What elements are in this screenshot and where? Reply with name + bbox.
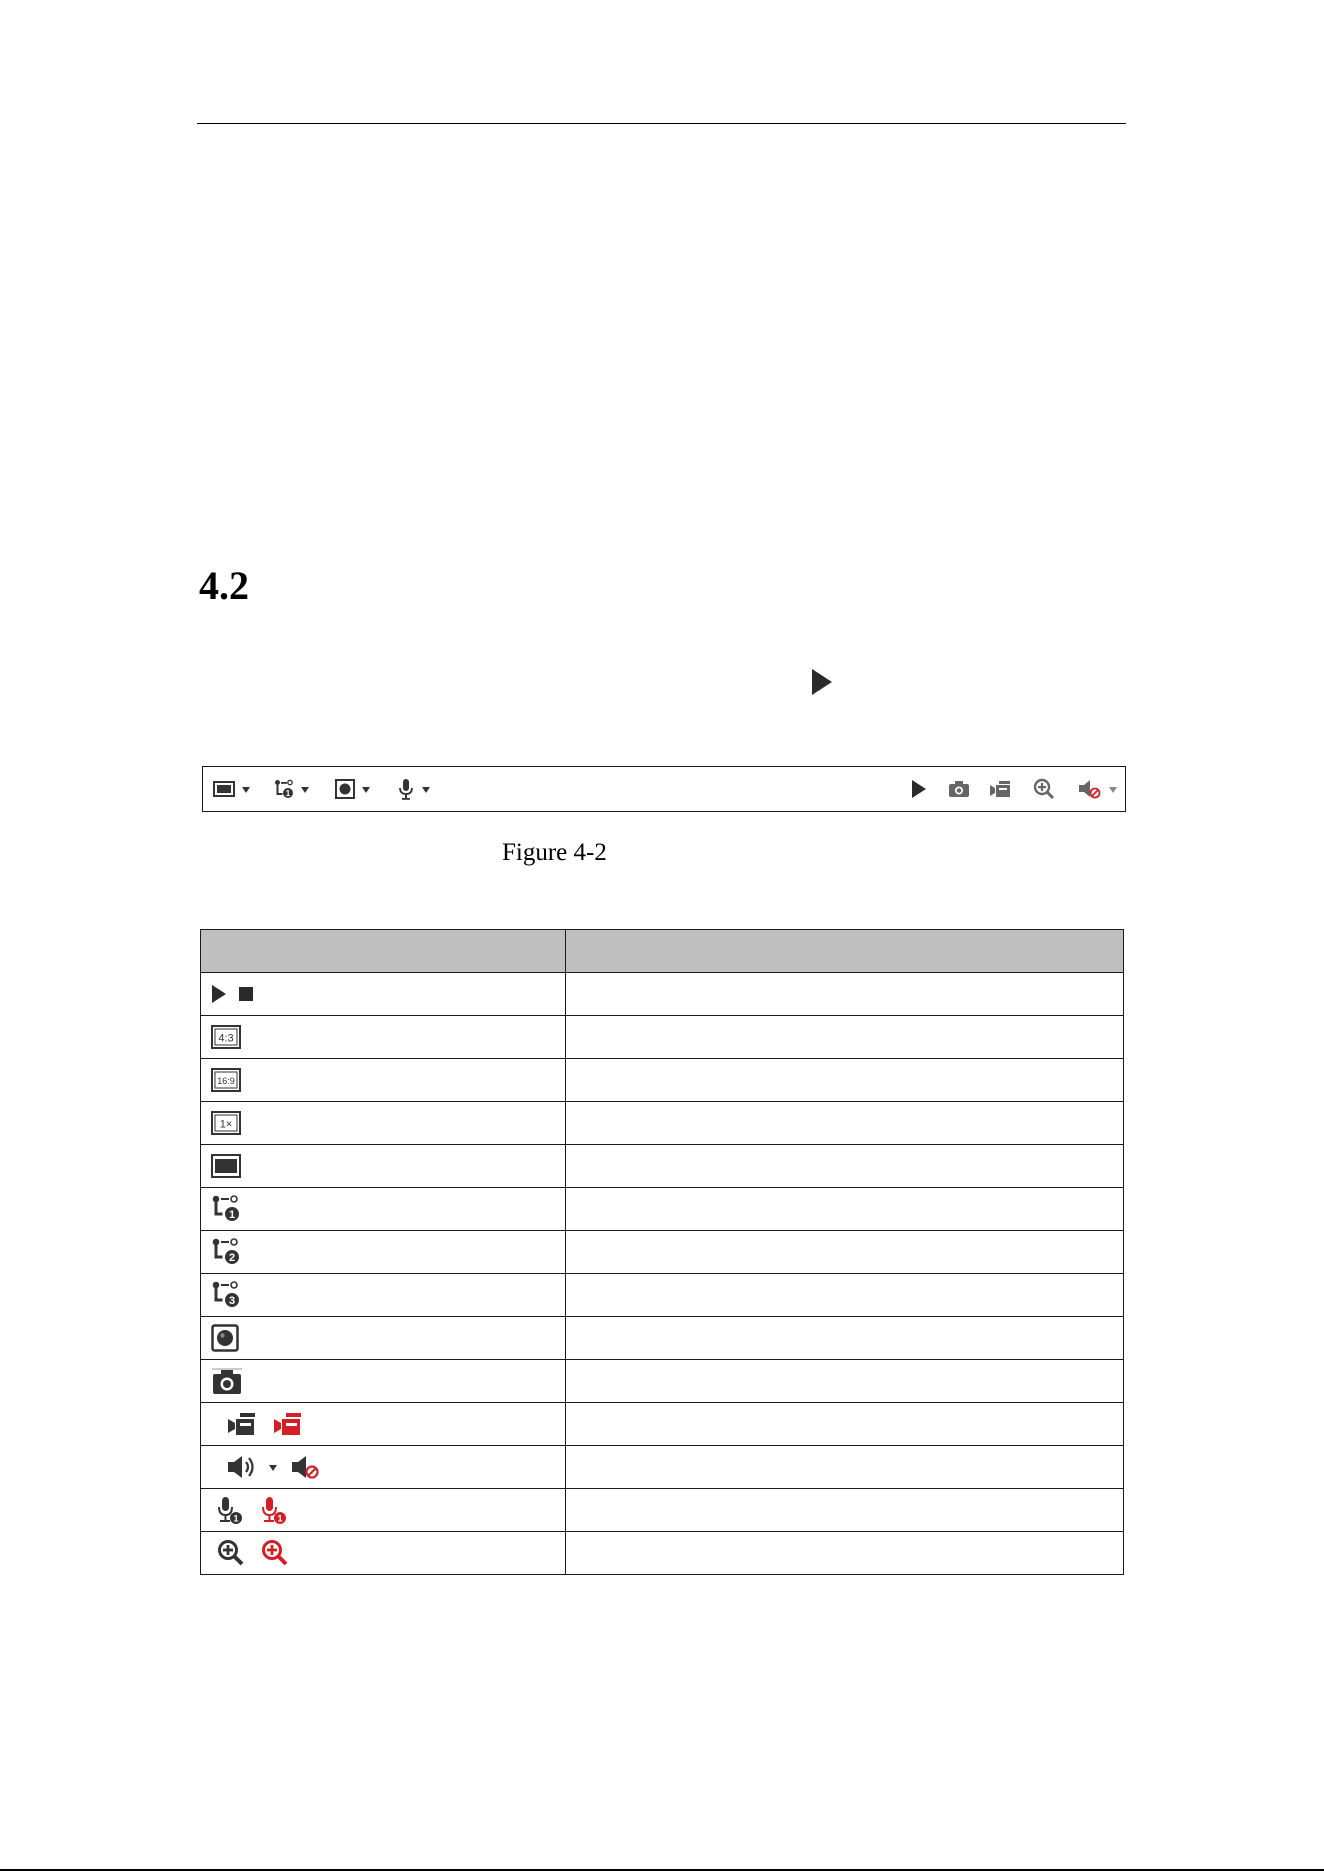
table-row (201, 1059, 1124, 1102)
aspect-16-9-icon (211, 1068, 241, 1092)
svg-text:2: 2 (228, 1252, 236, 1264)
speaker-muted-icon (291, 1454, 321, 1480)
section-number: 4.2 (199, 563, 249, 608)
svg-text:3: 3 (228, 1295, 236, 1307)
chevron-down-icon (362, 787, 370, 793)
speaker-icon (227, 1454, 257, 1480)
svg-text:16:9: 16:9 (217, 1076, 235, 1086)
table-cell-description (566, 1231, 1124, 1274)
camera-icon (211, 1367, 243, 1395)
table-row (201, 1145, 1124, 1188)
live-view-toolbar (202, 766, 1126, 812)
chevron-down-icon (422, 787, 430, 793)
chevron-down-icon (1109, 787, 1117, 793)
stream-1-icon (274, 779, 294, 799)
table-cell-description (566, 1188, 1124, 1231)
two-way-audio-icon (217, 1495, 243, 1525)
table-row (201, 1274, 1124, 1317)
svg-text:1: 1 (233, 1513, 239, 1524)
table-cell-description (566, 1016, 1124, 1059)
record-icon (227, 1412, 257, 1436)
svg-text:1: 1 (277, 1513, 283, 1524)
play-icon (810, 667, 834, 697)
aspect-original-icon (211, 1111, 241, 1135)
aspect-ratio-button[interactable] (213, 767, 250, 811)
main-stream-icon (211, 1195, 241, 1223)
aspect-fill-icon (213, 781, 235, 797)
sub-stream-icon (211, 1238, 241, 1266)
table-row (201, 1446, 1124, 1489)
dropdown-icon (269, 1465, 277, 1471)
start-live-view-button[interactable] (911, 767, 927, 811)
third-stream-icon (211, 1281, 241, 1309)
digital-zoom-button[interactable] (1033, 767, 1055, 811)
page-bottom-rule (0, 1869, 1324, 1871)
audio-button[interactable] (1078, 767, 1117, 811)
table-cell-description (566, 1145, 1124, 1188)
stop-icon (239, 987, 253, 1001)
stream-type-button[interactable] (274, 767, 309, 811)
microphone-icon (397, 778, 415, 800)
table-cell-description (566, 1532, 1124, 1575)
table-row (201, 973, 1124, 1016)
table-cell-description (566, 1274, 1124, 1317)
speaker-muted-icon (1078, 779, 1102, 799)
table-row (201, 1489, 1124, 1532)
icon-description-table (200, 929, 1124, 1575)
aspect-self-adaptive-icon (211, 1154, 241, 1178)
zoom-in-active-icon (261, 1539, 289, 1567)
table-row (201, 1360, 1124, 1403)
table-cell-description (566, 1489, 1124, 1532)
table-row (201, 1532, 1124, 1575)
table-row (201, 1016, 1124, 1059)
svg-text:4:3: 4:3 (218, 1032, 234, 1045)
plugin-icon (211, 1324, 239, 1352)
record-icon (989, 780, 1011, 798)
table-cell-description (566, 1446, 1124, 1489)
table-row (201, 1188, 1124, 1231)
two-way-audio-button[interactable] (397, 767, 430, 811)
zoom-in-icon (217, 1539, 245, 1567)
table-header-icon (201, 930, 566, 973)
svg-text:1: 1 (285, 789, 291, 799)
table-cell-description (566, 1317, 1124, 1360)
table-cell-description (566, 1059, 1124, 1102)
record-active-icon (273, 1412, 303, 1436)
table-cell-description (566, 1360, 1124, 1403)
table-cell-description (566, 1403, 1124, 1446)
two-way-audio-active-icon (261, 1495, 287, 1525)
play-icon (911, 779, 927, 799)
chevron-down-icon (242, 787, 250, 793)
play-icon (211, 984, 227, 1004)
svg-text:1: 1 (228, 1209, 236, 1221)
image-mode-button[interactable] (335, 767, 370, 811)
chevron-down-icon (301, 787, 309, 793)
table-row (201, 1231, 1124, 1274)
capture-button[interactable] (948, 767, 970, 811)
table-header-description (566, 930, 1124, 973)
figure-caption: Figure 4-2 (502, 839, 607, 866)
zoom-in-icon (1033, 778, 1055, 800)
record-button[interactable] (989, 767, 1011, 811)
table-row (201, 1403, 1124, 1446)
table-row (201, 1102, 1124, 1145)
table-cell-description (566, 973, 1124, 1016)
image-mode-icon (335, 779, 355, 799)
table-cell-description (566, 1102, 1124, 1145)
camera-icon (948, 780, 970, 798)
table-row (201, 1317, 1124, 1360)
table-header-row (201, 930, 1124, 973)
svg-text:1×: 1× (219, 1118, 233, 1131)
header-rule (197, 123, 1126, 124)
aspect-4-3-icon (211, 1025, 241, 1049)
